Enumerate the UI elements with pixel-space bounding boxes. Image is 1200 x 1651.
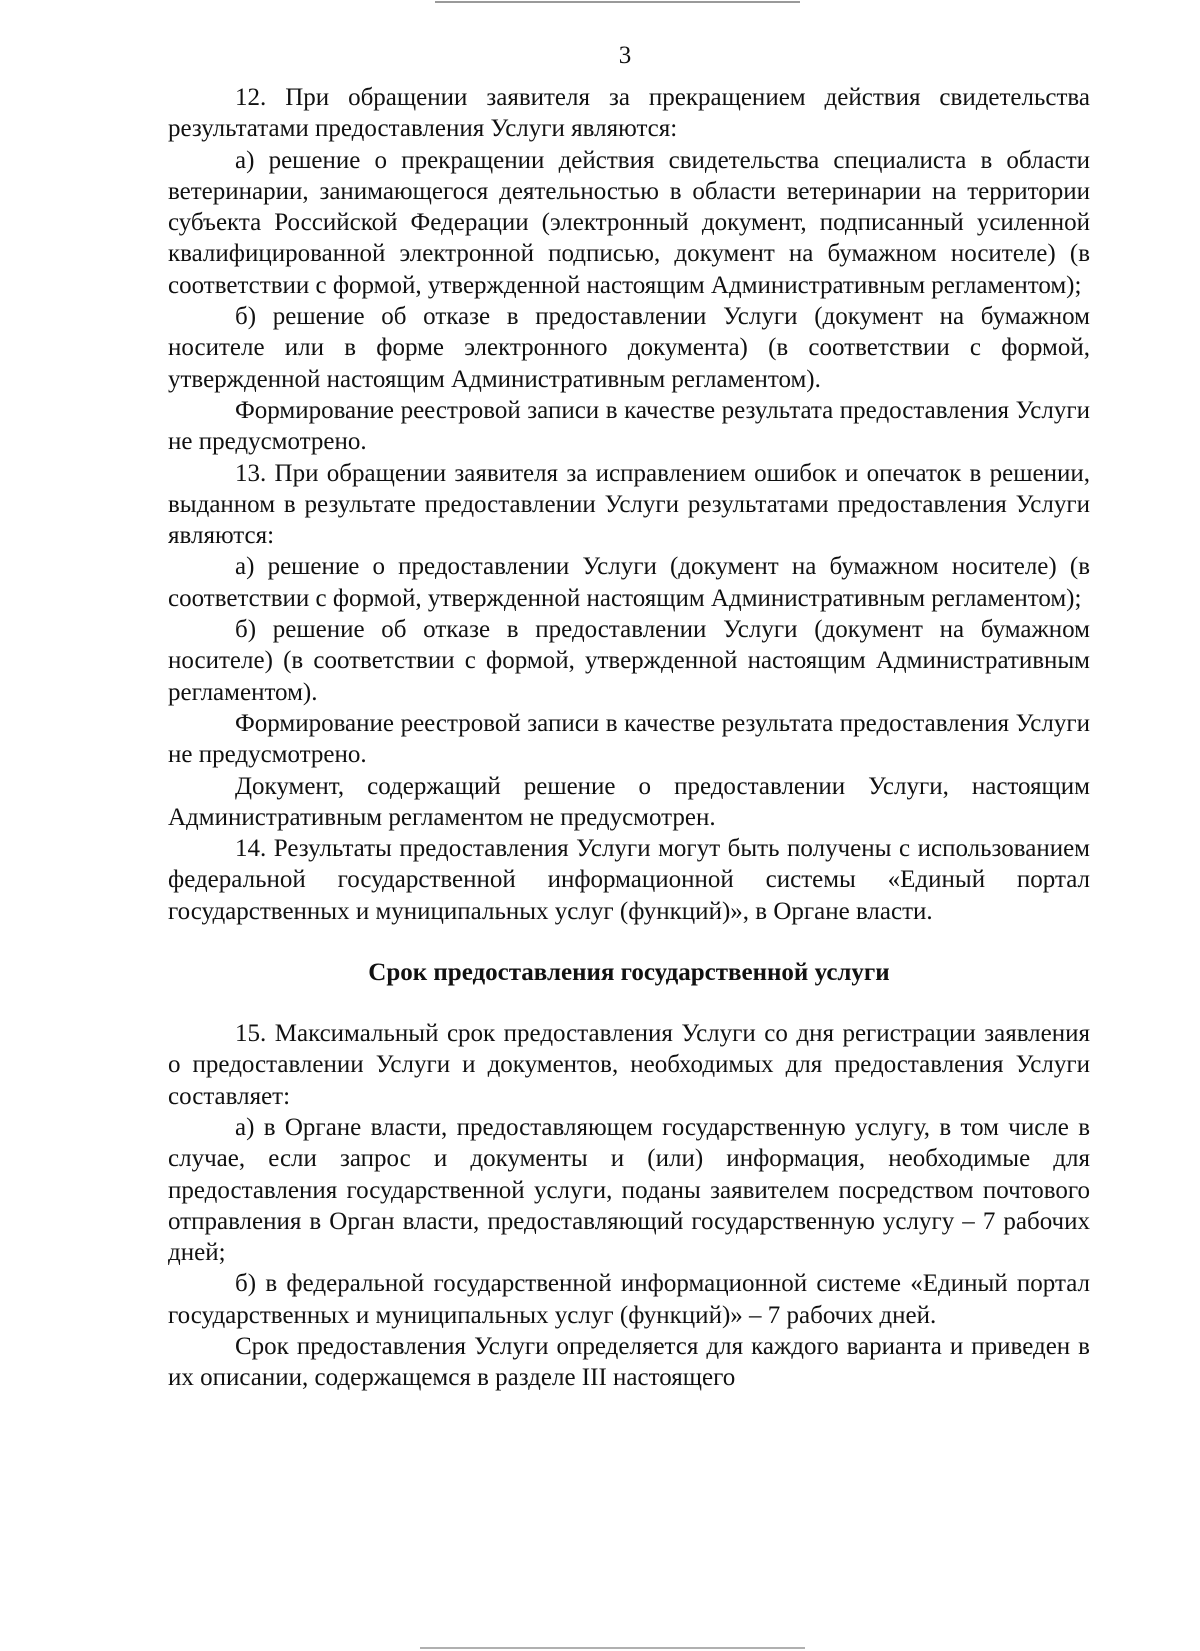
paragraph-13-document-note: Документ, содержащий решение о предоставлении Услуги, настоящим Административным регламентом не предусмотрен. <box>168 772 1090 831</box>
paragraph-15-b: б) в федеральной государственной информационной системе «Единый портал государственных и муниципальных услуг (функций)» – 7 рабочих дней. <box>168 1270 1090 1329</box>
paragraph-13: 13. При обращении заявителя за исправлением ошибок и опечаток в решении, выданном в результате предоставлении Услуги результатами предоставления Услуги являются: <box>168 459 1090 550</box>
paragraph-14: 14. Результаты предоставления Услуги могут быть получены с использованием федеральной государственной информационной системы «Единый портал государственных и муниципальных услуг (функций)», в Органе власти. <box>168 835 1090 925</box>
paragraph-13-b: б) решение об отказе в предоставлении Услуги (документ на бумажном носителе) (в соответствии с формой, утвержденной настоящим Административным регламентом). <box>168 616 1090 706</box>
document-body <box>168 82 1090 1394</box>
paragraph-12-b: б) решение об отказе в предоставлении Услуги (документ на бумажном носителе или в форме электронного документа) (в соответствии с формой, утвержденной настоящим Административным регламентом). <box>168 303 1090 393</box>
paragraph-15-term-note: Срок предоставления Услуги определяется для каждого варианта и приведен в их описании, содержащемся в разделе III настоящего <box>168 1332 1090 1392</box>
page-number: 3 <box>618 42 632 69</box>
paragraph-12-registry-note: Формирование реестровой записи в качестве результата предоставления Услуги не предусмотрено. <box>168 396 1090 456</box>
paragraph-13-registry-note: Формирование реестровой записи в качестве результата предоставления Услуги не предусмотрено. <box>168 709 1090 769</box>
paragraph-15: 15. Максимальный срок предоставления Услуги со дня регистрации заявления о предоставлении Услуги и документов, необходимых для предоставления Услуги составляет: <box>168 1020 1090 1110</box>
paragraph-12-a: а) решение о прекращении действия свидетельства специалиста в области ветеринарии, занимающегося деятельностью в области ветеринарии на территории субъекта Российской Федерации (электронный документ, подписанный усиленной квалифицированной электронной подписью, документ на бумажном носителе) (в соответствии с формой, утвержденной настоящим Административным регламентом); <box>168 146 1090 299</box>
paragraph-15-a: а) в Органе власти, предоставляющем государственную услугу, в том числе в случае, если запрос и документы и (или) информация, необходимые для предоставления государственной услуги, поданы заявителем посредством почтового отправления в Орган власти, предоставляющий государственную услугу – 7 рабочих дней; <box>168 1113 1090 1267</box>
section-heading: Срок предоставления государственной услуги <box>368 959 890 987</box>
paragraph-13-a: а) решение о предоставлении Услуги (документ на бумажном носителе) (в соответствии с формой, утвержденной настоящим Административным регламентом); <box>168 553 1090 612</box>
scan-edge-top <box>435 1 800 3</box>
paragraph-12: 12. При обращении заявителя за прекращением действия свидетельства результатами предоставления Услуги являются: <box>168 84 1090 143</box>
scan-edge-bottom <box>420 1647 805 1649</box>
